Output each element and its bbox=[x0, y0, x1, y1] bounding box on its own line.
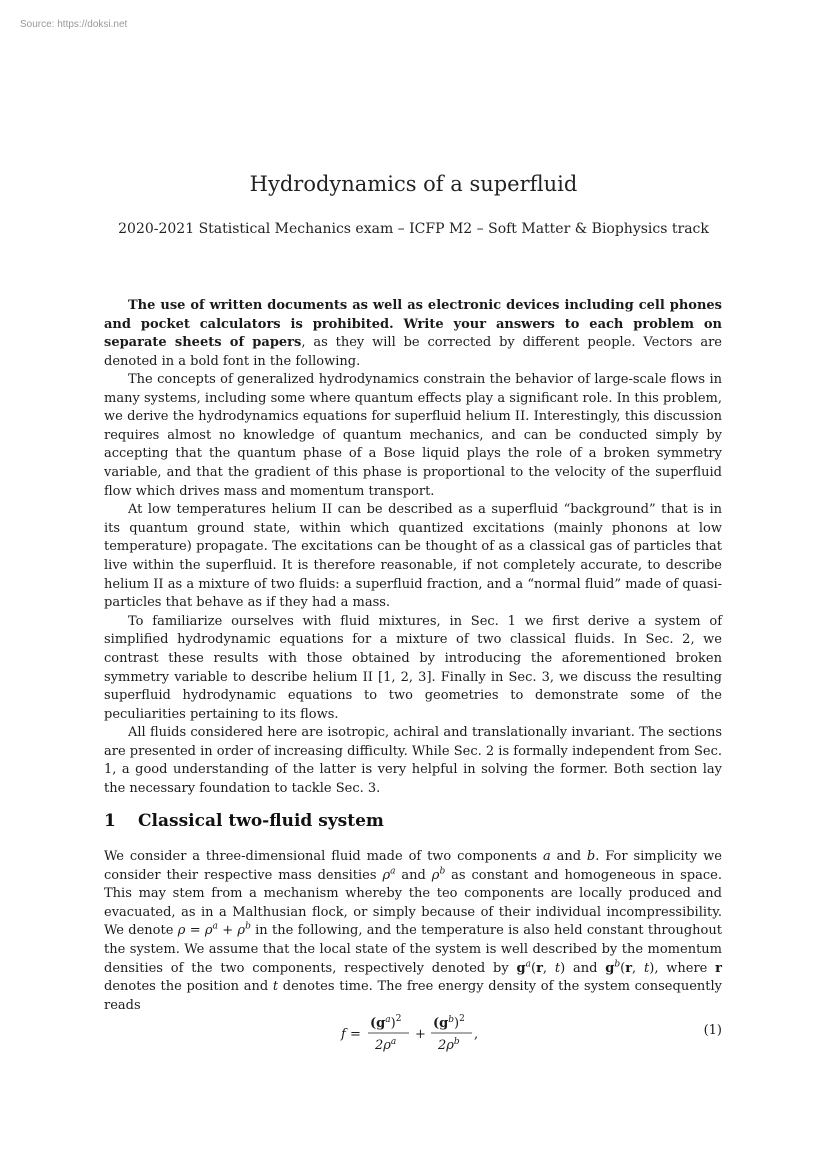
section-1-text bbox=[104, 848, 722, 1015]
instructions-bold: The use of written documents as well as electronic devices including cell phones and pocket calculators is prohibited. Write your answers to each problem on separate sheets of papers bbox=[104, 298, 722, 351]
section-number: 1 bbox=[104, 811, 116, 831]
exam-instructions bbox=[104, 297, 722, 371]
intro-paragraph-3: To familiarize ourselves with fluid mixtures, in Sec. 1 we first derive a system of simplified hydrodynamic equations for a mixture of two classical fluids. In Sec. 2, we contrast these results with those obtained by introducing the aforementioned broken symmetry variable to describe helium II [1, 2, 3]. Finally in Sec. 3, we discuss the resulting superfluid hydrodynamic equations to two geometries to demonstrate some of the peculiarities pertaining to its flows. bbox=[104, 613, 722, 722]
instructions-rest: , as they will be corrected by different people. Vectors are denoted in a bold font in the following. bbox=[104, 335, 722, 369]
formula-comma: , bbox=[474, 1027, 479, 1042]
formula-num-a: $(g^a)^2$ bbox=[370, 1014, 402, 1031]
free-energy-formula bbox=[104, 1011, 722, 1057]
page-subtitle: 2020-2021 Statistical Mechanics exam – ICFP M2 – Soft Matter & Biophysics track bbox=[118, 221, 709, 237]
introduction bbox=[104, 371, 722, 799]
equation-1 bbox=[104, 1011, 722, 1057]
formula-lhs: f = bbox=[341, 1027, 361, 1042]
section-1-heading bbox=[104, 811, 384, 831]
formula-den-b: $2\rho^b$ bbox=[438, 1037, 460, 1053]
intro-paragraph-4: All fluids considered here are isotropic, achiral and translationally invariant. The sections are presented in order of increasing difficulty. While Sec. 2 is formally independent from Sec. 1, a good understanding of the latter is very helpful in solving the former. Both section lay the necessary foundation to tackle Sec. 3. bbox=[104, 725, 722, 797]
equation-number: (1) bbox=[703, 1023, 722, 1038]
source-note: Source: https://doksi.net bbox=[20, 19, 128, 30]
section-1-paragraph: We consider a three-dimensional fluid made of two components a and b. For simplicity we consider their respective mass densities $\rho^a$ and $\rho^b$ as constant and homogeneous in space. This may stem from a mechanism whereby the teo components are locally produced and evacuated, as in a Malthusian flock, or simply because of their individual incompressibility. We denote $\rho = \rho^a + \rho^b$ in the following, and the temperature is also held constant throughout the system. We assume that the local state of the system is well described by the momentum densities of the two components, respectively denoted by $g^a(r$, t) and $g^b(r$, t), where r denotes the position and t denotes time. The free energy density of the system consequently reads bbox=[104, 849, 723, 1013]
page-title: Hydrodynamics of a superfluid bbox=[249, 172, 578, 196]
section-title: Classical two-fluid system bbox=[138, 811, 384, 831]
formula-plus: + bbox=[415, 1027, 426, 1042]
formula-num-b: $(g^b)^2$ bbox=[433, 1014, 465, 1031]
intro-paragraph-1: The concepts of generalized hydrodynamics constrain the behavior of large-scale flows in many systems, including some where quantum effects play a significant role. In this problem, we derive the hydrodynamics equations for superfluid helium II. Interestingly, this discussion requires almost no knowledge of quantum mechanics, and can be conducted simply by accepting that the quantum phase of a Bose liquid plays the role of a broken symmetry variable, and that the gradient of this phase is proportional to the velocity of the superfluid flow which drives mass and momentum transport. bbox=[104, 372, 722, 499]
formula-den-a: $2\rho^a$ bbox=[375, 1037, 397, 1053]
intro-paragraph-2: At low temperatures helium II can be described as a superfluid “background” that is in its quantum ground state, within which quantized excitations (mainly phonons at low temperature) propagate. The excitations can be thought of as a classical gas of particles that live within the superfluid. It is therefore reasonable, if not completely accurate, to describe helium II as a mixture of two fluids: a superfluid fraction, and a “normal fluid” made of quasi-particles that behave as if they had a mass. bbox=[104, 502, 722, 611]
